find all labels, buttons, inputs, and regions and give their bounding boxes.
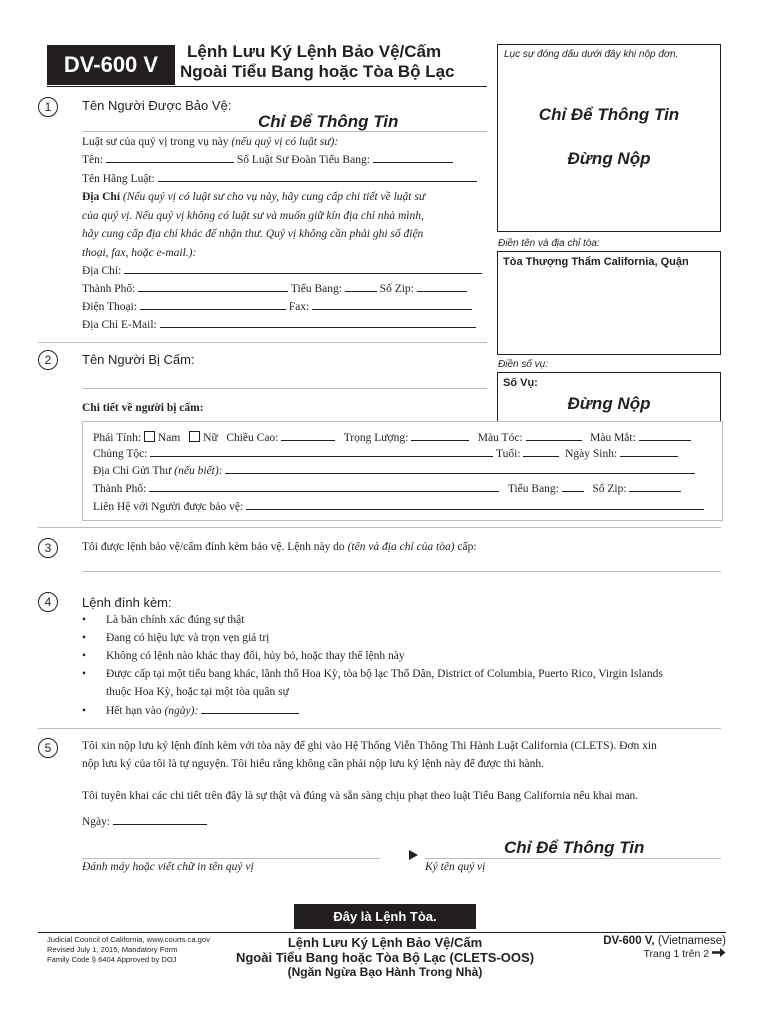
form-title-line1: Lệnh Lưu Ký Lệnh Bảo Vệ/Cấm — [187, 42, 442, 61]
signature-info-only: Chỉ Để Thông Tin — [504, 838, 645, 857]
dob-field[interactable] — [620, 456, 678, 457]
divider-3 — [38, 728, 721, 729]
section3-number: 3 — [38, 538, 58, 558]
section4-number: 4 — [38, 592, 58, 612]
email-field[interactable] — [160, 327, 476, 328]
eye-color-field[interactable] — [639, 440, 691, 441]
male-checkbox[interactable] — [144, 431, 155, 442]
state-field[interactable] — [345, 291, 377, 292]
lawyer-name-row: Tên: Số Luật Sư Đoàn Tiểu Bang: — [82, 154, 453, 166]
footer-title-2: Ngoài Tiểu Bang hoặc Tòa Bộ Lạc (CLETS-OOS) — [235, 950, 535, 965]
phone-field[interactable] — [140, 309, 286, 310]
relationship-row: Liên Hệ với Người được bảo vệ: — [93, 501, 704, 513]
footer-form-code: DV-600 V, (Vietnamese) — [603, 935, 726, 947]
print-name-caption: Đánh máy hoặc viết chữ in tên quý vị — [82, 861, 254, 873]
arrow-right-icon[interactable] — [712, 947, 726, 958]
signature-date-field[interactable] — [113, 824, 207, 825]
restrained-name-line[interactable] — [82, 388, 487, 389]
footer-page[interactable]: Trang 1 trên 2 — [560, 947, 726, 960]
bullet-2-text: Đang có hiệu lực và trọn vẹn giá trị — [106, 632, 270, 644]
case-number-box[interactable] — [497, 372, 721, 422]
address-row: Địa Chỉ: — [82, 265, 482, 277]
clerk-do-not-file: Đừng Nộp — [567, 149, 651, 168]
restrained-zip-field[interactable] — [629, 491, 681, 492]
height-field[interactable] — [281, 440, 335, 441]
bullet-4: • — [82, 668, 87, 680]
bullet-1: • — [82, 614, 87, 626]
header-divider — [47, 86, 487, 87]
section1-info-only: Chỉ Để Thông Tin — [258, 112, 399, 131]
section1-number: 1 — [38, 97, 58, 117]
age-field[interactable] — [523, 456, 559, 457]
bullet-5-text: Hết hạn vào (ngày): — [106, 705, 299, 717]
date-row: Ngày: — [82, 816, 207, 828]
bar-number-field[interactable] — [373, 162, 453, 163]
section3-text: Tôi được lệnh bảo vệ/cấm đính kèm bảo vệ. Lệnh này do (tên và địa chỉ của tòa) cấp: — [82, 541, 477, 553]
section1-heading: Tên Người Được Bảo Vệ: — [82, 98, 232, 113]
bullet-5: • — [82, 705, 87, 717]
mailing-address-field[interactable] — [225, 473, 695, 474]
case-box-label: Điền số vụ: — [498, 359, 549, 370]
restrained-details-box — [82, 421, 723, 521]
bullet-3-text: Không có lệnh nào khác thay đổi, hủy bỏ, hoặc thay thế lệnh này — [106, 650, 405, 662]
bullet-2: • — [82, 632, 87, 644]
footer-council: Judicial Council of California, www.courts.ca.gov — [47, 935, 210, 944]
court-box-label: Điền tên và địa chỉ tòa: — [498, 238, 600, 249]
section2-heading: Tên Người Bị Cấm: — [82, 352, 195, 367]
footer-title-3: (Ngăn Ngừa Bạo Hành Trong Nhà) — [287, 965, 483, 979]
bullet-3: • — [82, 650, 87, 662]
court-name-text: Tòa Thượng Thẩm California, Quận — [503, 256, 689, 268]
footer-center — [200, 935, 570, 980]
protected-name-line[interactable] — [82, 131, 487, 132]
zip-field[interactable] — [417, 291, 467, 292]
relationship-field[interactable] — [246, 509, 704, 510]
form-title-line2: Ngoài Tiểu Bang hoặc Tòa Bộ Lạc — [180, 62, 455, 81]
restrained-city-row: Thành Phố: Tiểu Bang: Số Zip: — [93, 483, 681, 495]
clerk-info-only: Chỉ Để Thông Tin — [538, 105, 680, 124]
address-field[interactable] — [124, 273, 482, 274]
section2-number: 2 — [38, 350, 58, 370]
city-row: Thành Phố: Tiểu Bang: Số Zip: — [82, 283, 467, 295]
section5-para1-line2: nộp lưu ký của tôi là tự nguyện. Tôi hiểu rằng không cần phải nộp lưu ký lệnh này để được thi hành. — [82, 758, 544, 770]
footer-left — [47, 935, 210, 965]
email-row: Địa Chỉ E-Mail: — [82, 319, 476, 331]
footer-revised: Revised July 1, 2015, Mandatory Form — [47, 945, 178, 954]
section5-number: 5 — [38, 738, 58, 758]
hair-color-field[interactable] — [526, 440, 582, 441]
clerk-stamp-note: Lục sự đóng dấu dưới đây khi nộp đơn. — [504, 49, 679, 60]
footer-title-1: Lệnh Lưu Ký Lệnh Bảo Vệ/Cấm — [287, 935, 483, 950]
signature-line[interactable] — [425, 858, 721, 859]
restrained-details-label: Chi tiết về người bị cấm: — [82, 402, 204, 414]
bullet-4-continuation: thuộc Hoa Kỳ, hoặc tại một tòa quân sự — [106, 686, 289, 698]
race-field[interactable] — [150, 456, 493, 457]
address-note-2: của quý vị. Nếu quý vị không có luật sư và muốn giữ kín địa chỉ nhà mình, — [82, 210, 424, 222]
city-field[interactable] — [138, 291, 288, 292]
issuing-court-line[interactable] — [82, 571, 721, 572]
restrained-state-field[interactable] — [562, 491, 584, 492]
address-note-3: hãy cung cấp địa chỉ khác để nhận thư. Quý vị không cần phải ghi số điện — [82, 228, 424, 240]
bullet-4-text: Được cấp tại một tiểu bang khác, lãnh thổ Hoa Kỳ, tòa bộ lạc Thổ Dân, District of Columbia, Puerto Rico, Virgin Islands — [106, 668, 663, 680]
bullet-1-text: Là bản chính xác đúng sự thật — [106, 614, 245, 626]
lawyer-name-field[interactable] — [106, 162, 234, 163]
female-checkbox[interactable] — [189, 431, 200, 442]
footer-right — [560, 935, 726, 960]
signature-caption: Ký tên quý vị — [425, 861, 486, 873]
section5-para2: Tôi tuyên khai các chi tiết trên đây là sự thật và đúng và sẵn sàng chịu phạt theo luật Tiểu Bang California nếu khai man. — [82, 790, 639, 802]
footer-family-code: Family Code § 6404 Approved by DOJ — [47, 955, 177, 964]
section4-heading: Lệnh đính kèm: — [82, 595, 172, 610]
court-order-banner: Đây là Lệnh Tòa. — [294, 904, 476, 929]
physical-row: Phái Tính: Nam Nữ Chiều Cao: Trọng Lượng: Màu Tóc: Màu Mắt: — [93, 431, 691, 444]
case-number-label: Số Vụ: — [503, 377, 538, 389]
court-name-box[interactable] — [497, 251, 721, 355]
phone-row: Điện Thoại: Fax: — [82, 301, 472, 313]
restrained-city-field[interactable] — [149, 491, 499, 492]
address-note-4: thoại, fax, hoặc e-mail.): — [82, 247, 197, 259]
firm-row: Tên Hãng Luật: — [82, 173, 477, 185]
section5-para1-line1: Tôi xin nộp lưu ký lệnh đính kèm với tòa này để ghi vào Hệ Thống Viễn Thông Thi Hành Luật California (CLETS). Đơn xin — [82, 740, 657, 752]
race-row: Chủng Tộc: Tuổi: Ngày Sinh: — [93, 448, 678, 460]
print-name-line[interactable] — [82, 858, 380, 859]
lawyer-line: Luật sư của quý vị trong vụ này (nếu quý vị có luật sư): — [82, 136, 339, 148]
form-code-badge: DV-600 V — [47, 45, 175, 85]
signature-arrow-icon — [409, 850, 418, 860]
firm-name-field[interactable] — [158, 181, 477, 182]
weight-field[interactable] — [411, 440, 469, 441]
expiration-date-field[interactable] — [201, 713, 299, 714]
divider-1 — [38, 342, 487, 343]
address-note-1: Địa Chỉ (Nếu quý vị có luật sư cho vụ này, hãy cung cấp chi tiết về luật sư — [82, 191, 426, 203]
divider-2 — [38, 527, 721, 528]
fax-field[interactable] — [312, 309, 472, 310]
clerk-stamp-box — [497, 44, 721, 232]
case-do-not-file: Đừng Nộp — [567, 394, 651, 413]
mailing-row: Địa Chỉ Gửi Thư (nếu biết): — [93, 465, 695, 477]
footer-divider — [38, 932, 726, 933]
